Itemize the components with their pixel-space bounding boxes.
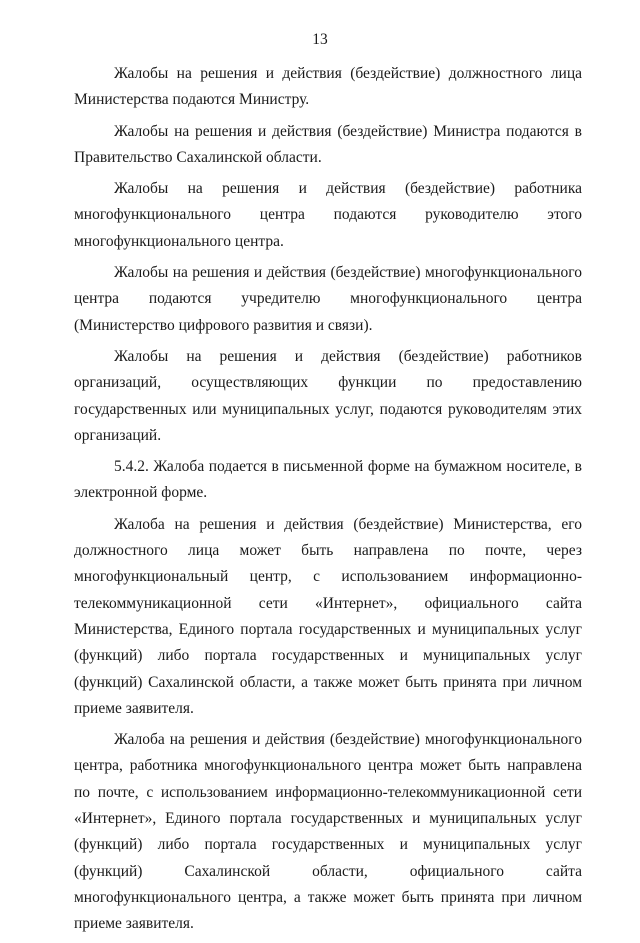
paragraph-complaints-mfc-employee: Жалобы на решения и действия (бездействие) работника многофункционального центра подаются руководителю этого многофункционального центра.: [74, 180, 582, 250]
paragraph-complaints-ministry-official: Жалобы на решения и действия (бездействие) должностного лица Министерства подаются Министру.: [74, 65, 582, 109]
paragraph-ministry-complaint-channels: Жалоба на решения и действия (бездействие) Министерства, его должностного лица может быть направлена по почте, через многофункциональный центр, с использованием информационно-телекоммуникационной сети «Интернет», официального сайта Министерства, Единого портала государственных и муниципальных услуг (функций) либо портала государственных и муниципальных услуг (функций) Сахалинской области, а также может быть принята при личном приеме заявителя.: [74, 515, 582, 717]
paragraph-complaints-organizations: Жалобы на решения и действия (бездействие) работников организаций, осуществляющих функции по предоставлению государственных или муниципальных услуг, подаются руководителям этих организаций.: [74, 347, 582, 444]
paragraph-5-4-2: 5.4.2. Жалоба подается в письменной форме на бумажном носителе, в электронной форме.: [74, 458, 582, 502]
body-text: [74, 61, 582, 943]
paragraph-complaints-minister: Жалобы на решения и действия (бездействие) Министра подаются в Правительство Сахалинской области.: [74, 122, 582, 166]
page-number: 13: [312, 31, 328, 48]
paragraph-complaints-mfc: Жалобы на решения и действия (бездействие) многофункционального центра подаются учредителю многофункционального центра (Министерство цифрового развития и связи).: [74, 264, 582, 334]
paragraph-mfc-complaint-channels: Жалоба на решения и действия (бездействие) многофункционального центра, работника многофункционального центра может быть направлена по почте, с использованием информационно-телекоммуникационной сети «Интернет», Единого портала государственных и муниципальных услуг (функций) либо портала государственных и муниципальных услуг (функций) Сахалинской области, официального сайта многофункционального центра, а также может быть принята при личном приеме заявителя.: [74, 731, 582, 933]
